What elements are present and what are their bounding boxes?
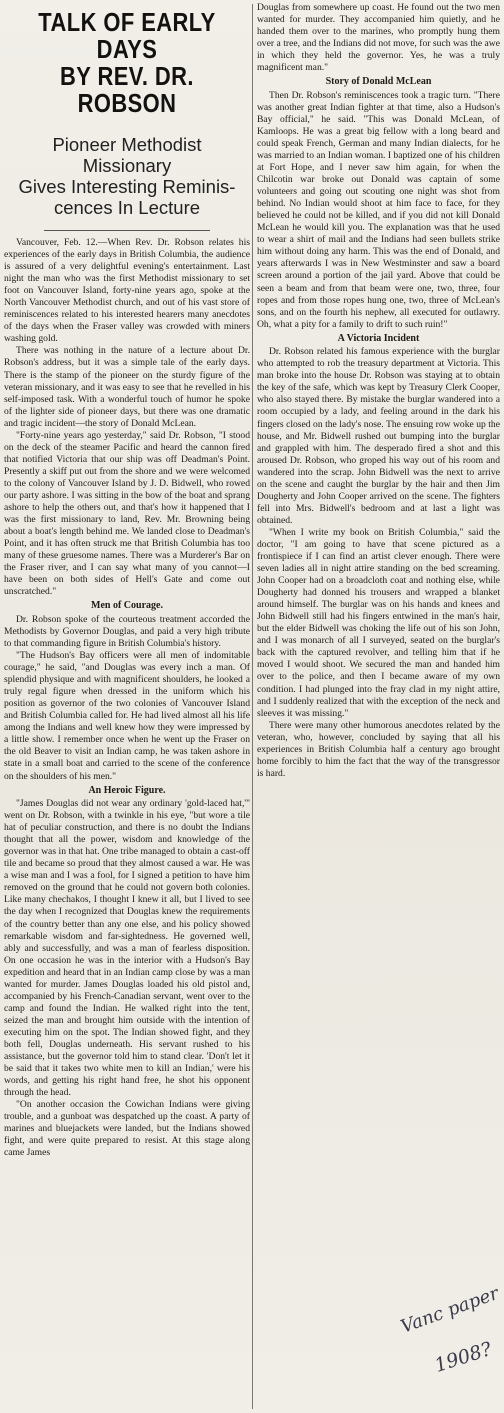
left-paragraph: "The Hudson's Bay officers were all men of indomitable courage," he said, "and Douglas was every inch a man. Of splendid physique and with magnificent shoulders, he looked a truly regal figure when dressed in the uniform which his position as governor of the two colonies of Vancouver Island and British Columbia called for. He had lived almost all his life among the Indians and well knew how they were impressed by a little show. I remember once when he went up the Fraser on the old Beaver to visit an Indian camp, he was taken ashore in state in a small boat and carried to the scene of the conference on the shoulders of his men." [4, 650, 250, 782]
left-body [4, 237, 250, 1159]
left-column [4, 2, 250, 1159]
section-heading-donald-mclean: Story of Donald McLean [325, 76, 432, 88]
handwritten-year-note: 1908? [432, 1337, 495, 1377]
left-paragraph: "On another occasion the Cowichan Indians were giving trouble, and a gunboat was despatched up the coast. A party of marines and bluejackets were landed, but the Indians showed fight, and were quite prepared to resist. At this stage along came James [4, 1099, 250, 1159]
right-paragraph: Dr. Robson related his famous experience with the burglar who attempted to rob the treasury department at Victoria. This man broke into the house Dr. Robson was staying at to obtain the key of the safe, which was kept by Treasury Clerk Cooper, who also stayed there. By mistake the burglar wandered into a room occupied by a lady, and feeling around in the dark his fingers closed on the lady's nose. The ensuing row woke up the house, and Mr. Bidwell rushed out bumping into the burglar and grappled with him. The desperado fired a shot and this aroused Dr. Robson, who groped his way out of his room and wandered into the scrap. John Bidwell was the next to arrive on the scene and caught the burglar by the hair and then Jim Dougherty and John Cooper arrived on the scene. The fighters fell into Mrs. Bidwell's bedroom and at last a light was obtained. [257, 346, 500, 526]
article-headline: TALK OF EARLY DAYS BY REV. DR. ROBSON [38, 9, 216, 118]
right-paragraph: "When I write my book on British Columbia," said the doctor, "I am going to have that scene pictured as a frontispiece if I can find an artist clever enough. There were seven ladies all in night attire standing on the bed screaming. John Cooper had on a broadcloth coat and nothing else, while Dougherty had donned his trousers and wrapped a blanket around himself. The burglar was on his hands and knees and John Bidwell still had his fingers entwined in the man's hair, but the elder Bidwell was choking the life out of his son John, and I was monarch of all I surveyed, seated on the burglar's back with the captured revolver, and telling him that if he moved I would shoot. We secured the man and handed him over to the police, and then I became aware of my own condition. I had plunged into the fray clad in my night attire, and I suddenly realized that with the exception of the neck and sleeves it was missing." [257, 526, 500, 719]
column-divider [252, 4, 253, 1409]
left-paragraph: "James Douglas did not wear any ordinary 'gold-laced hat,'" went on Dr. Robson, with a twinkle in his eye, "but wore a tile hat of peculiar construction, and there is no doubt the Indians thought that all the power, wisdom and knowledge of the governor was in that hat. One tribe managed to obtain a cast-off tile and became so proud that they almost caused a war. He was a wise man and I was a fool, for I signed a petition to have him removed on the ground that he could not govern both colonies. Like many chechakos, I thought I knew it all, but I lived to see the day when I recognized that Douglas knew the requirements of the country better than any one else, and his policy showed remarkable wisdom and far-sightedness. He governed well, ably and successfully, and was a man of fearless disposition. On one occasion he was in the interior with a Hudson's Bay expedition and heard that in an Indian camp close by was a man wanted for murder. James Douglas loaded his old pistol and, accompanied by his French-Canadian servant, went over to the camp and found the Indian. He walked right into the tent, seized the man and brought him outside with the intention of executing him on the spot. The Indian showed fight, and they both fell, Douglas underneath. His servant rushed to his assistance, but the governor told him to stand clear. 'Don't let it be said that it takes two white men to kill an Indian,' were his words, and getting his right hand free, he shot his opponent through the head. [4, 798, 250, 1099]
section-heading-men-of-courage: Men of Courage. [91, 600, 163, 612]
right-paragraph: Douglas from somewhere up coast. He found out the two men wanted for murder. They accompanied him quietly, and he handed them over to the marines, who promptly hung them over a tree, and the Indians did not move, for such was the awe in which they held the governor. Yes, he was a truly magnificent man." [257, 2, 500, 74]
left-paragraph: "Forty-nine years ago yesterday," said Dr. Robson, "I stood on the deck of the steamer Pacific and heard the cannon fired that notified Victoria that our ship was off Deadman's Point. Presently a skiff put out from the shore and we were welcomed to the colony of Vancouver Island by J. D. Bidwell, who rowed our party ashore. I was sitting in the bow of the boat and sprang ashore to help the others out, and that's how it happened that I was the first missionary to land, Rev. Mr. Browning being about a boat's length behind me. We landed close to Deadman's Point, and it has often struck me that British Columbia has too many of these gruesome names. There was a Murderer's Bar on the Fraser river, and I can say what many of you cannot—I have been on both sides of Hell's Gate and come out unscratched." [4, 429, 250, 598]
left-paragraph: Vancouver, Feb. 12.—When Rev. Dr. Robson relates his experiences of the early days in British Columbia, the audience is assured of a very delightful evening's entertainment. Last night the man who was the first Methodist missionary to set foot on Vancouver Island, forty-nine years ago, spoke at the North Vancouver Methodist church, and out of his vast store of reminiscences related to his interested hearers many anecdotes of the days when the Fraser valley was crowded with miners washing gold. [4, 237, 250, 345]
right-paragraph: Then Dr. Robson's reminiscences took a tragic turn. "There was another great Indian fighter at that time, also a Hudson's Bay official," he said. "This was Donald McLean, of Kamloops. He was a great big fellow with a long beard and could speak French, German and many Indian dialects, for he was married to an Indian woman. I baptized one of his children at Fort Hope, and I never saw him again, for when the Chilcotin war broke out Donald was captain of some volunteers and going out scouting one night was shot from behind. No Indian would shoot at him face to face, for they believed he could not be killed, and if you did not kill Donald McLean he would kill you. The explanation was that he used to wear a shirt of mail and the Indians had seen bullets strike him without doing any harm. This was the end of Donald, and years afterwards I was in New Westminster and saw a board screen around a portion of the jail yard. Above that could be seen a beam and from that beam were one, two, three, four ropes and from those ropes hung one, two, three of McLean's sons, and on the fourth his nephew, all executed for outlawry. Oh, what a pity for a family to drift to such ruin!" [257, 89, 500, 330]
left-paragraph: Dr. Robson spoke of the courteous treatment accorded the Methodists by Governor Douglas, and paid a very high tribute to that commanding figure in British Columbia's history. [4, 613, 250, 649]
section-heading-victoria-incident: A Victoria Incident [337, 332, 420, 344]
right-column [257, 2, 500, 780]
handwritten-source-note: Vanc paper [398, 1282, 502, 1338]
right-body [257, 2, 500, 780]
subheadline-divider [44, 230, 210, 231]
section-heading-heroic-figure: An Heroic Figure. [88, 784, 166, 796]
left-paragraph: There was nothing in the nature of a lecture about Dr. Robson's address, but it was a simple tale of the early days. There is the stamp of the pioneer on the sturdy figure of the veteran missionary, and it was easy to see that he revelled in his self-imposed task. With a wonderful touch of humor he spoke of the lighter side of pioneer days, but there was one dramatic and tragic incident—the story of Donald McLean. [4, 345, 250, 429]
article-subheadline: Pioneer Methodist Missionary Gives Interesting Reminis- cences In Lecture [18, 134, 236, 218]
right-paragraph: There were many other humorous anecdotes related by the veteran, who, however, concluded by saying that all his experiences in British Columbia half a century ago brought home forcibly to him the fact that the way of the transgressor is hard. [257, 719, 500, 779]
